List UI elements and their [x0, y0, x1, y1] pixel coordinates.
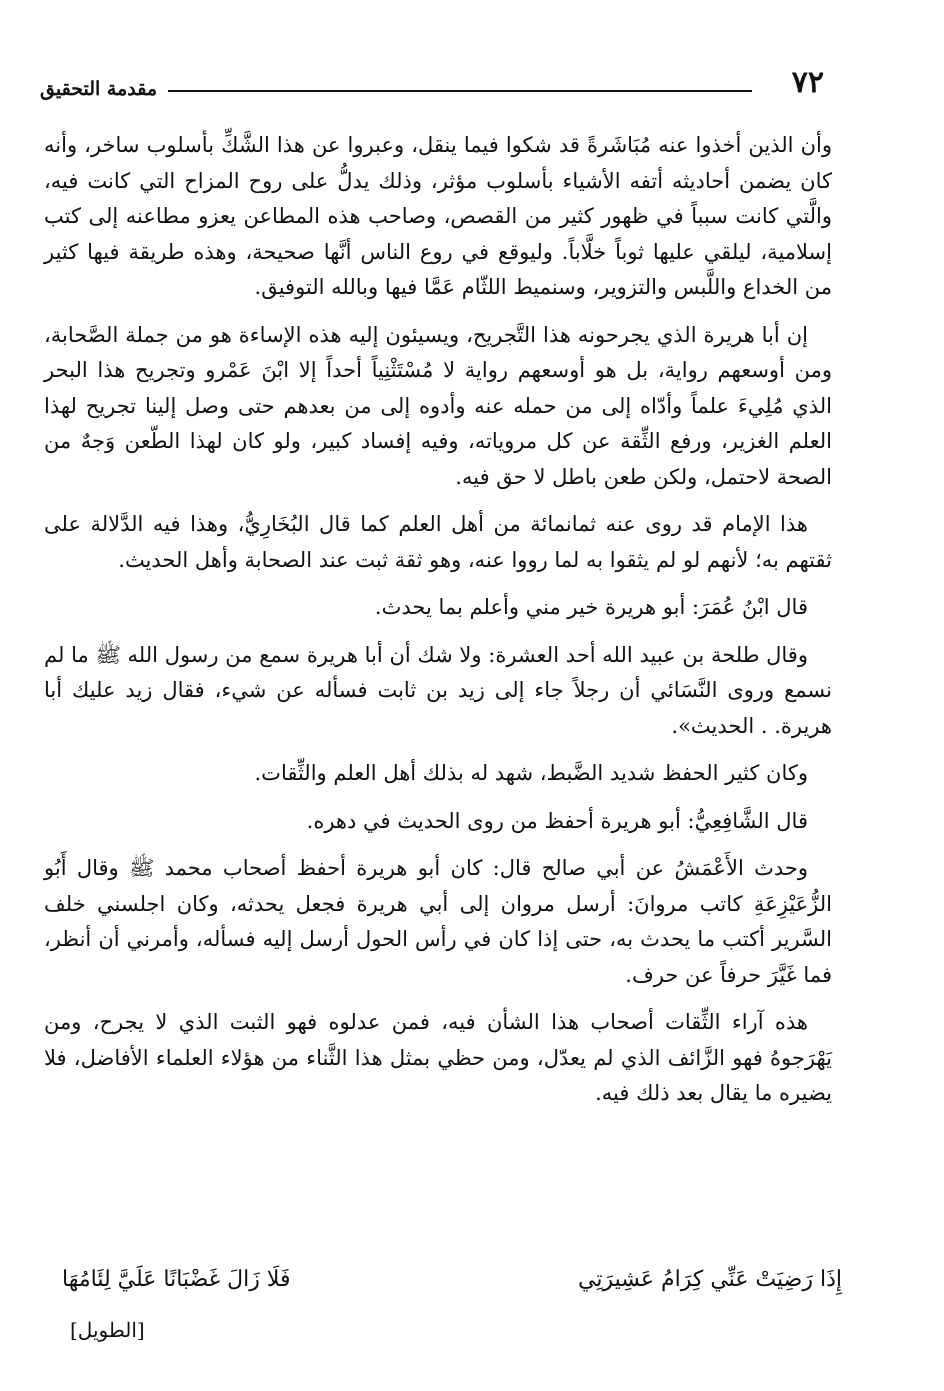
- paragraph: هذا الإمام قد روى عنه ثمانمائة من أهل العلم كما قال البُخَارِيُّ، وهذا فيه الدَّلالة على ثقتهم به؛ لأنهم لو لم يثقوا به لما رووا عنه، وهو ثقة ثبت عند الصحابة وأهل الحديث.: [44, 512, 832, 572]
- paragraph: قال الشَّافِعِيُّ: أبو هريرة أحفظ من روى الحديث في دهره.: [306, 808, 808, 833]
- paragraph: قال ابْنُ عُمَرَ: أبو هريرة خير مني وأعلم بما يحدث.: [374, 595, 808, 619]
- poem-meter-label: [الطويل]: [70, 1318, 145, 1342]
- poem-second-hemistich: فَلَا زَالَ غَضْبَانًا عَلَيَّ لِئَامُهَا: [62, 1267, 291, 1292]
- header-rule: [168, 90, 752, 92]
- paragraph: وأن الذين أخذوا عنه مُبَاشَرةً قد شكوا فيما ينقل، وعبروا عن هذا الشَّكِّ بأسلوب ساخر، وأنه كان يضمن أحاديثه أتفه الأشياء بأسلوب مؤثر، وذلك يدلُّ على روح المزاح التي كانت فيه، والَّتي كانت سبباً في ظهور كثير من القصص، وصاحب هذه المطاعن يعزو مطاعنه إلى كتب إسلامية، ليلقي عليها ثوباً خلَّاباً. وليوقع في روع الناس أنَّها صحيحة، وهذه طريقة فيها كثير من الخداع واللَّبس والتزوير، وسنميط اللثّام عَمَّا فيها وبالله التوفيق.: [44, 133, 832, 299]
- poem-first-hemistich: إِذَا رَضِيَتْ عَنِّي كِرَامُ عَشِيرَتِي: [578, 1267, 842, 1292]
- page-number: ٧٢: [791, 65, 824, 100]
- page-header: [40, 62, 830, 108]
- poem-verse: [62, 1262, 842, 1302]
- paragraph: وكان كثير الحفظ شديد الضَّبط، شهد له بذلك أهل العلم والثِّقات.: [254, 761, 808, 785]
- running-title: مقدمة التحقيق: [40, 78, 157, 100]
- paragraph: وقال طلحة بن عبيد الله أحد العشرة: ولا شك أن أبا هريرة سمع من رسول الله ﷺ ما لم نسمع وروى النَّسَائي أن رجلاً جاء إلى زيد بن ثابت فسأله عن شيء، فقال زيد عليك أبا هريرة. . الحديث».: [44, 642, 832, 738]
- paragraph: وحدث الأَعْمَشُ عن أبي صالح قال: كان أبو هريرة أحفظ أصحاب محمد ﷺ وقال أَبُو الزُّعَيْزِعَةِ كاتب مروانَ: أرسل مروان إلى أبي هريرة فجعل يحدثه، وكان اجلسني خلف السَّرير أكتب ما يحدث به، حتى إذا كان في رأس الحول أرسل إليه فسأله، وأمرني أن أنظر، فما غَيَّرَ حرفاً عن حرف.: [44, 856, 832, 987]
- paragraph: إن أبا هريرة الذي يجرحونه هذا التَّجريح، ويسيئون إليه هذه الإساءة هو من جملة الصَّحابة، ومن أوسعهم رواية، بل هو أوسعهم رواية لا مُسْتَثْنِياً أحداً إلا ابْنَ عَمْرو وتجريح هذا البحر الذي مُلِيءَ علماً وأدّاه إلى من حمله عنه وأدوه إلى من بعدهم حتى وصل إلينا تجريح لهذا العلم الغزير، ورفع الثِّقة عن كل مروياته، وفيه إفساد كبير، ولو كان لهذا الطّعن وَجهٌ من الصحة لاحتمل، ولكن طعن باطل لا حق فيه.: [44, 322, 832, 489]
- paragraph: هذه آراء الثِّقات أصحاب هذا الشأن فيه، فمن عدلوه فهو الثبت الذي لا يجرح، ومن يَهْرَجوهُ فهو الزَّائف الذي لم يعدّل، ومن حظي بمثل هذا الثَّناء من هؤلاء العلماء الأفاضل، فلا يضيره ما يقال بعد ذلك فيه.: [44, 1010, 832, 1105]
- body-text: [44, 128, 832, 1124]
